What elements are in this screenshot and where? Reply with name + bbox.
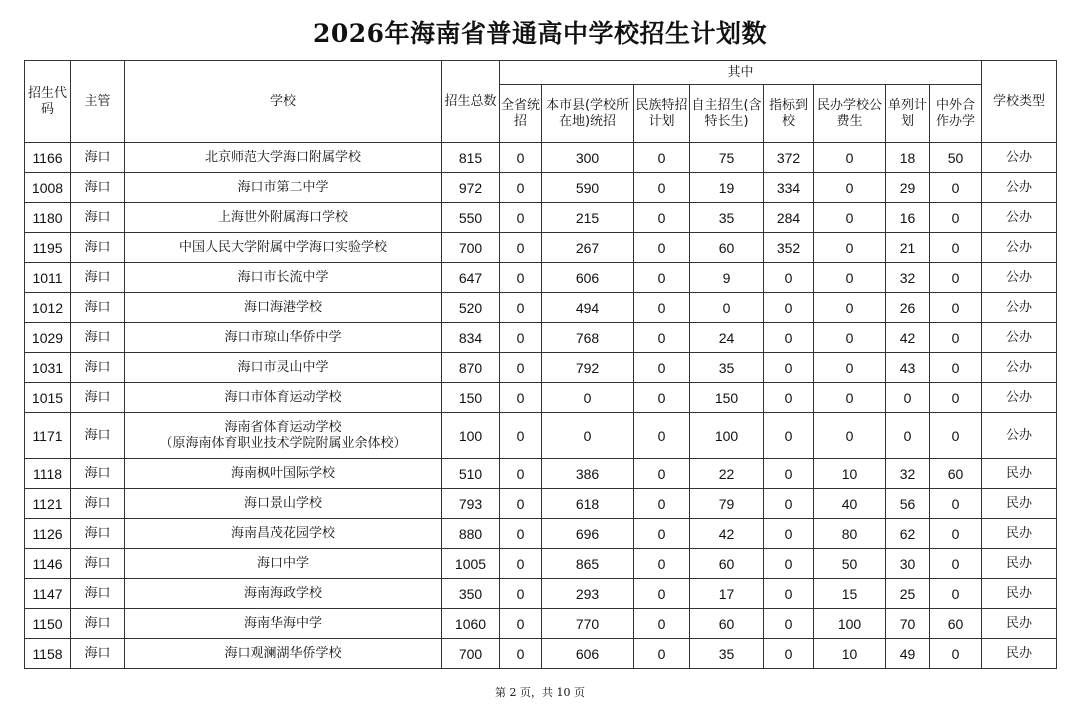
cell-quota: 372 xyxy=(764,143,814,173)
cell-auth: 海口 xyxy=(71,173,125,203)
table-row xyxy=(25,293,1057,323)
cell-school xyxy=(125,609,442,639)
cell-school xyxy=(125,353,442,383)
cell-code: 1195 xyxy=(25,233,71,263)
table-row xyxy=(25,639,1057,669)
cell-province: 0 xyxy=(500,579,542,609)
cell-school xyxy=(125,173,442,203)
cell-total: 834 xyxy=(442,323,500,353)
cell-ethnic: 0 xyxy=(634,233,690,263)
cell-separate: 42 xyxy=(886,323,930,353)
enrollment-table xyxy=(24,60,1057,669)
cell-auth: 海口 xyxy=(71,413,125,459)
cell-foreign: 0 xyxy=(930,489,982,519)
cell-type: 公办 xyxy=(982,143,1057,173)
cell-quota: 0 xyxy=(764,549,814,579)
cell-separate: 49 xyxy=(886,639,930,669)
cell-separate: 18 xyxy=(886,143,930,173)
cell-province: 0 xyxy=(500,383,542,413)
cell-type: 民办 xyxy=(982,519,1057,549)
cell-auth: 海口 xyxy=(71,293,125,323)
cell-code: 1171 xyxy=(25,413,71,459)
cell-auth: 海口 xyxy=(71,143,125,173)
header-foreign: 中外合作办学 xyxy=(930,85,982,143)
cell-local: 386 xyxy=(542,459,634,489)
cell-province: 0 xyxy=(500,413,542,459)
cell-local: 792 xyxy=(542,353,634,383)
cell-total: 350 xyxy=(442,579,500,609)
cell-foreign: 0 xyxy=(930,549,982,579)
cell-private-public: 40 xyxy=(814,489,886,519)
school-name: 海口海港学校 xyxy=(243,299,322,315)
table-row xyxy=(25,203,1057,233)
school-name: 海口市体育运动学校 xyxy=(224,389,342,405)
cell-type: 公办 xyxy=(982,383,1057,413)
cell-school xyxy=(125,143,442,173)
cell-independent: 75 xyxy=(690,143,764,173)
school-name-note: （原海南体育职业技术学院附属业余体校） xyxy=(159,435,407,451)
cell-ethnic: 0 xyxy=(634,323,690,353)
cell-quota: 0 xyxy=(764,609,814,639)
cell-private-public: 0 xyxy=(814,353,886,383)
header-school: 学校 xyxy=(125,61,442,143)
school-name: 北京师范大学海口附属学校 xyxy=(204,149,361,165)
cell-quota: 0 xyxy=(764,639,814,669)
cell-local: 494 xyxy=(542,293,634,323)
cell-local: 618 xyxy=(542,489,634,519)
cell-code: 1166 xyxy=(25,143,71,173)
cell-total: 700 xyxy=(442,639,500,669)
cell-private-public: 0 xyxy=(814,233,886,263)
cell-independent: 17 xyxy=(690,579,764,609)
table-row xyxy=(25,459,1057,489)
cell-foreign: 0 xyxy=(930,383,982,413)
cell-total: 815 xyxy=(442,143,500,173)
cell-school xyxy=(125,413,442,459)
cell-private-public: 0 xyxy=(814,413,886,459)
cell-province: 0 xyxy=(500,519,542,549)
header-group: 其中 xyxy=(500,61,982,85)
cell-auth: 海口 xyxy=(71,233,125,263)
cell-type: 民办 xyxy=(982,609,1057,639)
cell-auth: 海口 xyxy=(71,489,125,519)
cell-code: 1121 xyxy=(25,489,71,519)
cell-total: 1005 xyxy=(442,549,500,579)
cell-code: 1147 xyxy=(25,579,71,609)
cell-local: 0 xyxy=(542,383,634,413)
cell-foreign: 50 xyxy=(930,143,982,173)
cell-code: 1180 xyxy=(25,203,71,233)
cell-private-public: 0 xyxy=(814,203,886,233)
cell-foreign: 0 xyxy=(930,263,982,293)
cell-private-public: 0 xyxy=(814,383,886,413)
cell-auth: 海口 xyxy=(71,519,125,549)
cell-type: 民办 xyxy=(982,639,1057,669)
cell-ethnic: 0 xyxy=(634,293,690,323)
table-row xyxy=(25,323,1057,353)
cell-total: 1060 xyxy=(442,609,500,639)
header-province: 全省统招 xyxy=(500,85,542,143)
cell-private-public: 10 xyxy=(814,639,886,669)
table-row xyxy=(25,549,1057,579)
cell-quota: 334 xyxy=(764,173,814,203)
school-name: 海口市第二中学 xyxy=(237,179,329,195)
document-title: 2026年海南省普通高中学校招生计划数 xyxy=(312,19,768,48)
cell-independent: 0 xyxy=(690,293,764,323)
cell-independent: 100 xyxy=(690,413,764,459)
cell-school xyxy=(125,383,442,413)
cell-province: 0 xyxy=(500,549,542,579)
cell-independent: 150 xyxy=(690,383,764,413)
cell-province: 0 xyxy=(500,293,542,323)
cell-quota: 352 xyxy=(764,233,814,263)
cell-foreign: 0 xyxy=(930,293,982,323)
cell-province: 0 xyxy=(500,143,542,173)
cell-school xyxy=(125,519,442,549)
cell-ethnic: 0 xyxy=(634,459,690,489)
cell-foreign: 0 xyxy=(930,579,982,609)
cell-ethnic: 0 xyxy=(634,353,690,383)
cell-ethnic: 0 xyxy=(634,579,690,609)
school-name: 海口市灵山中学 xyxy=(237,359,329,375)
cell-independent: 79 xyxy=(690,489,764,519)
cell-independent: 24 xyxy=(690,323,764,353)
header-private-public: 民办学校公费生 xyxy=(814,85,886,143)
table-row xyxy=(25,609,1057,639)
cell-code: 1029 xyxy=(25,323,71,353)
cell-code: 1146 xyxy=(25,549,71,579)
table-row xyxy=(25,143,1057,173)
cell-separate: 0 xyxy=(886,413,930,459)
header-quota: 指标到校 xyxy=(764,85,814,143)
cell-code: 1126 xyxy=(25,519,71,549)
cell-independent: 60 xyxy=(690,549,764,579)
cell-independent: 35 xyxy=(690,639,764,669)
cell-separate: 25 xyxy=(886,579,930,609)
school-name: 上海世外附属海口学校 xyxy=(217,209,348,225)
cell-foreign: 0 xyxy=(930,233,982,263)
cell-province: 0 xyxy=(500,323,542,353)
cell-auth: 海口 xyxy=(71,263,125,293)
cell-total: 100 xyxy=(442,413,500,459)
school-name: 海口市琼山华侨中学 xyxy=(224,329,342,345)
cell-separate: 26 xyxy=(886,293,930,323)
cell-private-public: 10 xyxy=(814,459,886,489)
school-name: 海口市长流中学 xyxy=(237,269,329,285)
school-name: 海南华海中学 xyxy=(243,615,322,631)
cell-ethnic: 0 xyxy=(634,639,690,669)
cell-foreign: 60 xyxy=(930,609,982,639)
cell-local: 768 xyxy=(542,323,634,353)
cell-separate: 70 xyxy=(886,609,930,639)
cell-quota: 0 xyxy=(764,459,814,489)
cell-foreign: 60 xyxy=(930,459,982,489)
cell-total: 700 xyxy=(442,233,500,263)
cell-province: 0 xyxy=(500,353,542,383)
cell-province: 0 xyxy=(500,639,542,669)
cell-private-public: 0 xyxy=(814,323,886,353)
cell-ethnic: 0 xyxy=(634,203,690,233)
header-authority: 主管 xyxy=(71,61,125,143)
cell-quota: 0 xyxy=(764,293,814,323)
cell-type: 公办 xyxy=(982,263,1057,293)
cell-total: 150 xyxy=(442,383,500,413)
cell-school xyxy=(125,459,442,489)
cell-auth: 海口 xyxy=(71,383,125,413)
cell-province: 0 xyxy=(500,233,542,263)
cell-separate: 16 xyxy=(886,203,930,233)
cell-type: 公办 xyxy=(982,353,1057,383)
cell-school xyxy=(125,293,442,323)
cell-separate: 0 xyxy=(886,383,930,413)
cell-total: 972 xyxy=(442,173,500,203)
cell-private-public: 50 xyxy=(814,549,886,579)
cell-local: 300 xyxy=(542,143,634,173)
cell-ethnic: 0 xyxy=(634,489,690,519)
cell-private-public: 0 xyxy=(814,173,886,203)
cell-province: 0 xyxy=(500,263,542,293)
school-name: 海南枫叶国际学校 xyxy=(230,465,335,481)
cell-ethnic: 0 xyxy=(634,519,690,549)
cell-school xyxy=(125,549,442,579)
cell-school xyxy=(125,489,442,519)
cell-independent: 35 xyxy=(690,203,764,233)
cell-independent: 9 xyxy=(690,263,764,293)
cell-auth: 海口 xyxy=(71,579,125,609)
cell-total: 793 xyxy=(442,489,500,519)
cell-local: 770 xyxy=(542,609,634,639)
cell-code: 1015 xyxy=(25,383,71,413)
school-name: 海南省体育运动学校 xyxy=(224,419,342,435)
cell-auth: 海口 xyxy=(71,549,125,579)
cell-total: 870 xyxy=(442,353,500,383)
header-type: 学校类型 xyxy=(982,61,1057,143)
cell-quota: 0 xyxy=(764,353,814,383)
cell-type: 民办 xyxy=(982,459,1057,489)
header-separate: 单列计划 xyxy=(886,85,930,143)
table-row xyxy=(25,519,1057,549)
cell-quota: 0 xyxy=(764,489,814,519)
cell-ethnic: 0 xyxy=(634,143,690,173)
cell-total: 510 xyxy=(442,459,500,489)
table-row xyxy=(25,579,1057,609)
table-row xyxy=(25,353,1057,383)
cell-province: 0 xyxy=(500,609,542,639)
cell-local: 267 xyxy=(542,233,634,263)
cell-school xyxy=(125,203,442,233)
header-ethnic: 民族特招计划 xyxy=(634,85,690,143)
cell-quota: 0 xyxy=(764,323,814,353)
cell-local: 293 xyxy=(542,579,634,609)
cell-separate: 43 xyxy=(886,353,930,383)
cell-code: 1150 xyxy=(25,609,71,639)
cell-code: 1012 xyxy=(25,293,71,323)
cell-foreign: 0 xyxy=(930,203,982,233)
cell-local: 865 xyxy=(542,549,634,579)
cell-total: 880 xyxy=(442,519,500,549)
cell-local: 215 xyxy=(542,203,634,233)
cell-independent: 42 xyxy=(690,519,764,549)
cell-ethnic: 0 xyxy=(634,549,690,579)
cell-type: 民办 xyxy=(982,489,1057,519)
cell-type: 公办 xyxy=(982,293,1057,323)
cell-province: 0 xyxy=(500,203,542,233)
table-row xyxy=(25,263,1057,293)
cell-total: 550 xyxy=(442,203,500,233)
cell-independent: 22 xyxy=(690,459,764,489)
cell-foreign: 0 xyxy=(930,639,982,669)
page-footer: 第 2 页，共 10 页 xyxy=(495,686,585,699)
cell-private-public: 100 xyxy=(814,609,886,639)
table-row xyxy=(25,489,1057,519)
cell-local: 0 xyxy=(542,413,634,459)
cell-ethnic: 0 xyxy=(634,609,690,639)
cell-code: 1008 xyxy=(25,173,71,203)
cell-auth: 海口 xyxy=(71,609,125,639)
school-name: 海口中学 xyxy=(256,555,309,571)
cell-separate: 56 xyxy=(886,489,930,519)
cell-foreign: 0 xyxy=(930,323,982,353)
cell-local: 606 xyxy=(542,263,634,293)
cell-school xyxy=(125,323,442,353)
cell-quota: 284 xyxy=(764,203,814,233)
cell-private-public: 0 xyxy=(814,263,886,293)
table-row xyxy=(25,173,1057,203)
cell-type: 公办 xyxy=(982,233,1057,263)
cell-ethnic: 0 xyxy=(634,263,690,293)
cell-school xyxy=(125,233,442,263)
cell-separate: 32 xyxy=(886,459,930,489)
cell-total: 520 xyxy=(442,293,500,323)
school-name: 海口观澜湖华侨学校 xyxy=(224,645,342,661)
cell-quota: 0 xyxy=(764,579,814,609)
cell-separate: 30 xyxy=(886,549,930,579)
cell-private-public: 0 xyxy=(814,143,886,173)
cell-auth: 海口 xyxy=(71,203,125,233)
table-row xyxy=(25,413,1057,459)
cell-separate: 21 xyxy=(886,233,930,263)
table-row xyxy=(25,233,1057,263)
cell-independent: 60 xyxy=(690,233,764,263)
cell-separate: 32 xyxy=(886,263,930,293)
cell-local: 696 xyxy=(542,519,634,549)
table-header xyxy=(25,61,1057,143)
cell-total: 647 xyxy=(442,263,500,293)
cell-auth: 海口 xyxy=(71,639,125,669)
school-name: 海口景山学校 xyxy=(243,495,322,511)
school-name: 中国人民大学附属中学海口实验学校 xyxy=(178,239,387,255)
cell-type: 民办 xyxy=(982,549,1057,579)
cell-code: 1158 xyxy=(25,639,71,669)
school-name: 海南昌茂花园学校 xyxy=(230,525,335,541)
cell-ethnic: 0 xyxy=(634,413,690,459)
cell-type: 公办 xyxy=(982,203,1057,233)
table-body xyxy=(25,143,1057,669)
cell-auth: 海口 xyxy=(71,323,125,353)
cell-code: 1011 xyxy=(25,263,71,293)
header-code: 招生代码 xyxy=(25,61,71,143)
cell-independent: 19 xyxy=(690,173,764,203)
school-name: 海南海政学校 xyxy=(243,585,322,601)
cell-code: 1118 xyxy=(25,459,71,489)
cell-ethnic: 0 xyxy=(634,383,690,413)
header-local: 本市县(学校所在地)统招 xyxy=(542,85,634,143)
cell-independent: 60 xyxy=(690,609,764,639)
cell-type: 公办 xyxy=(982,323,1057,353)
cell-code: 1031 xyxy=(25,353,71,383)
cell-type: 民办 xyxy=(982,579,1057,609)
cell-type: 公办 xyxy=(982,413,1057,459)
cell-quota: 0 xyxy=(764,519,814,549)
table-row xyxy=(25,383,1057,413)
cell-independent: 35 xyxy=(690,353,764,383)
cell-auth: 海口 xyxy=(71,459,125,489)
cell-foreign: 0 xyxy=(930,413,982,459)
cell-foreign: 0 xyxy=(930,173,982,203)
cell-quota: 0 xyxy=(764,413,814,459)
cell-local: 590 xyxy=(542,173,634,203)
cell-province: 0 xyxy=(500,489,542,519)
header-independent: 自主招生(含特长生) xyxy=(690,85,764,143)
cell-foreign: 0 xyxy=(930,353,982,383)
cell-school xyxy=(125,579,442,609)
cell-school xyxy=(125,639,442,669)
cell-local: 606 xyxy=(542,639,634,669)
cell-foreign: 0 xyxy=(930,519,982,549)
cell-separate: 29 xyxy=(886,173,930,203)
cell-private-public: 80 xyxy=(814,519,886,549)
cell-province: 0 xyxy=(500,173,542,203)
cell-separate: 62 xyxy=(886,519,930,549)
cell-type: 公办 xyxy=(982,173,1057,203)
cell-private-public: 15 xyxy=(814,579,886,609)
cell-auth: 海口 xyxy=(71,353,125,383)
cell-ethnic: 0 xyxy=(634,173,690,203)
header-total: 招生总数 xyxy=(442,61,500,143)
cell-private-public: 0 xyxy=(814,293,886,323)
cell-quota: 0 xyxy=(764,383,814,413)
cell-province: 0 xyxy=(500,459,542,489)
cell-school xyxy=(125,263,442,293)
cell-quota: 0 xyxy=(764,263,814,293)
